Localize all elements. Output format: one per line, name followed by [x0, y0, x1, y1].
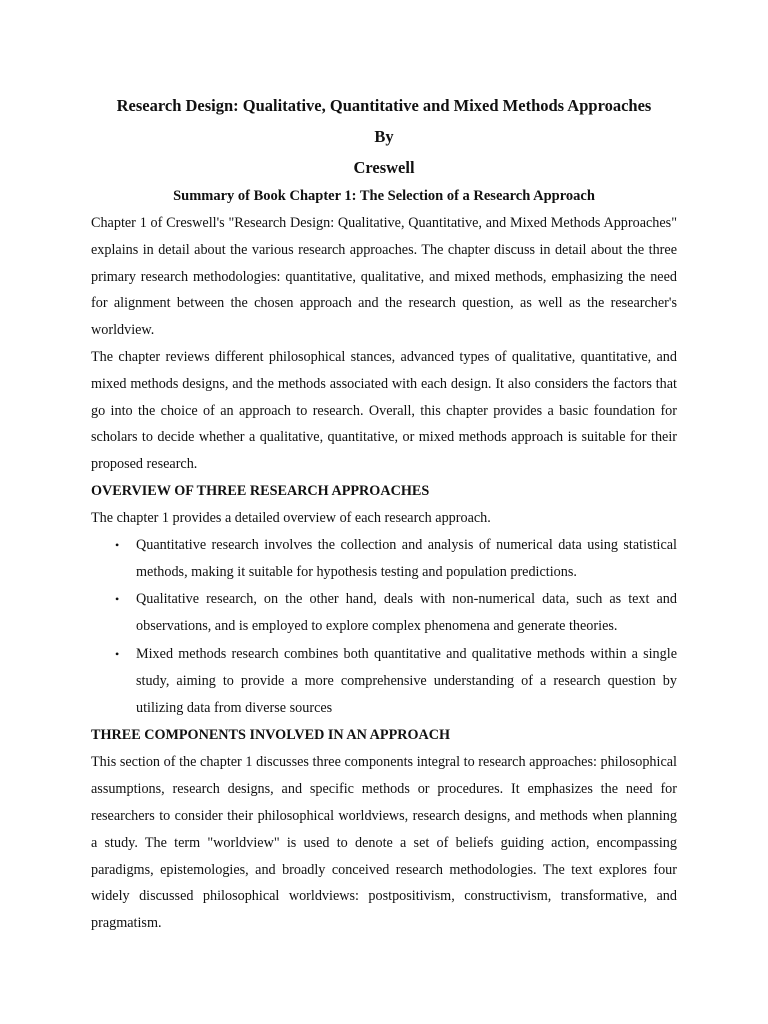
- components-paragraph: This section of the chapter 1 discusses three components integral to research approaches: philosophical assumptions, research designs, and specific methods or procedures. It emphasizes the need for researchers to consider their philosophical worldviews, research designs, and methods when planning a study. The term "worldview" is used to denote a set of beliefs guiding action, encompassing paradigms, epistemologies, and broadly conceived research methodologies. The text explores four widely discussed philosophical worldviews: postpositivism, constructivism, transformative, and pragmatism.: [91, 754, 677, 932]
- list-item-text: Quantitative research involves the collection and analysis of numerical data using statistical methods, making it suitable for hypothesis testing and population predictions.: [136, 536, 677, 580]
- section-heading-components: THREE COMPONENTS INVOLVED IN AN APPROACH: [91, 727, 451, 744]
- document-title: Research Design: Qualitative, Quantitative and Mixed Methods Approaches: [116, 96, 652, 115]
- list-item: [91, 641, 677, 721]
- document-page: [91, 90, 677, 937]
- list-item-text: Qualitative research, on the other hand, deals with non-numerical data, such as text and observations, and is employed to explore complex phenomena and generate theories.: [136, 591, 677, 635]
- bullet-icon: •: [115, 537, 120, 552]
- bullet-icon: •: [115, 646, 120, 661]
- intro-paragraph-2: The chapter reviews different philosophical stances, advanced types of qualitative, quantitative, and mixed methods designs, and the methods associated with each design. It also considers the factors that go into the choice of an approach to research. Overall, this chapter provides a basic foundation for scholars to decide whether a qualitative, quantitative, or mixed methods approach is suitable for their proposed research.: [91, 348, 677, 473]
- list-item: [91, 532, 677, 586]
- research-approaches-list: [91, 532, 677, 722]
- list-item-text: Mixed methods research combines both quantitative and qualitative methods within a single study, aiming to provide a more comprehensive understanding of a research question by utilizing data from diverse sources: [136, 645, 677, 716]
- intro-paragraph-1: Chapter 1 of Creswell's "Research Design: Qualitative, Quantitative, and Mixed Methods Approaches" explains in detail about the various research approaches. The chapter discuss in detail about the three primary research methodologies: quantitative, qualitative, and mixed methods, emphasizing the need for alignment between the chosen approach and the research question, as well as the researcher's worldview.: [91, 215, 677, 339]
- document-byline: By: [374, 127, 394, 146]
- document-author: Creswell: [353, 158, 415, 177]
- chapter-summary-heading: Summary of Book Chapter 1: The Selection of a Research Approach: [173, 188, 595, 204]
- bullet-icon: •: [115, 592, 120, 607]
- overview-intro-paragraph: The chapter 1 provides a detailed overview of each research approach.: [91, 509, 491, 526]
- section-heading-overview: OVERVIEW OF THREE RESEARCH APPROACHES: [91, 482, 430, 499]
- list-item: [91, 586, 677, 640]
